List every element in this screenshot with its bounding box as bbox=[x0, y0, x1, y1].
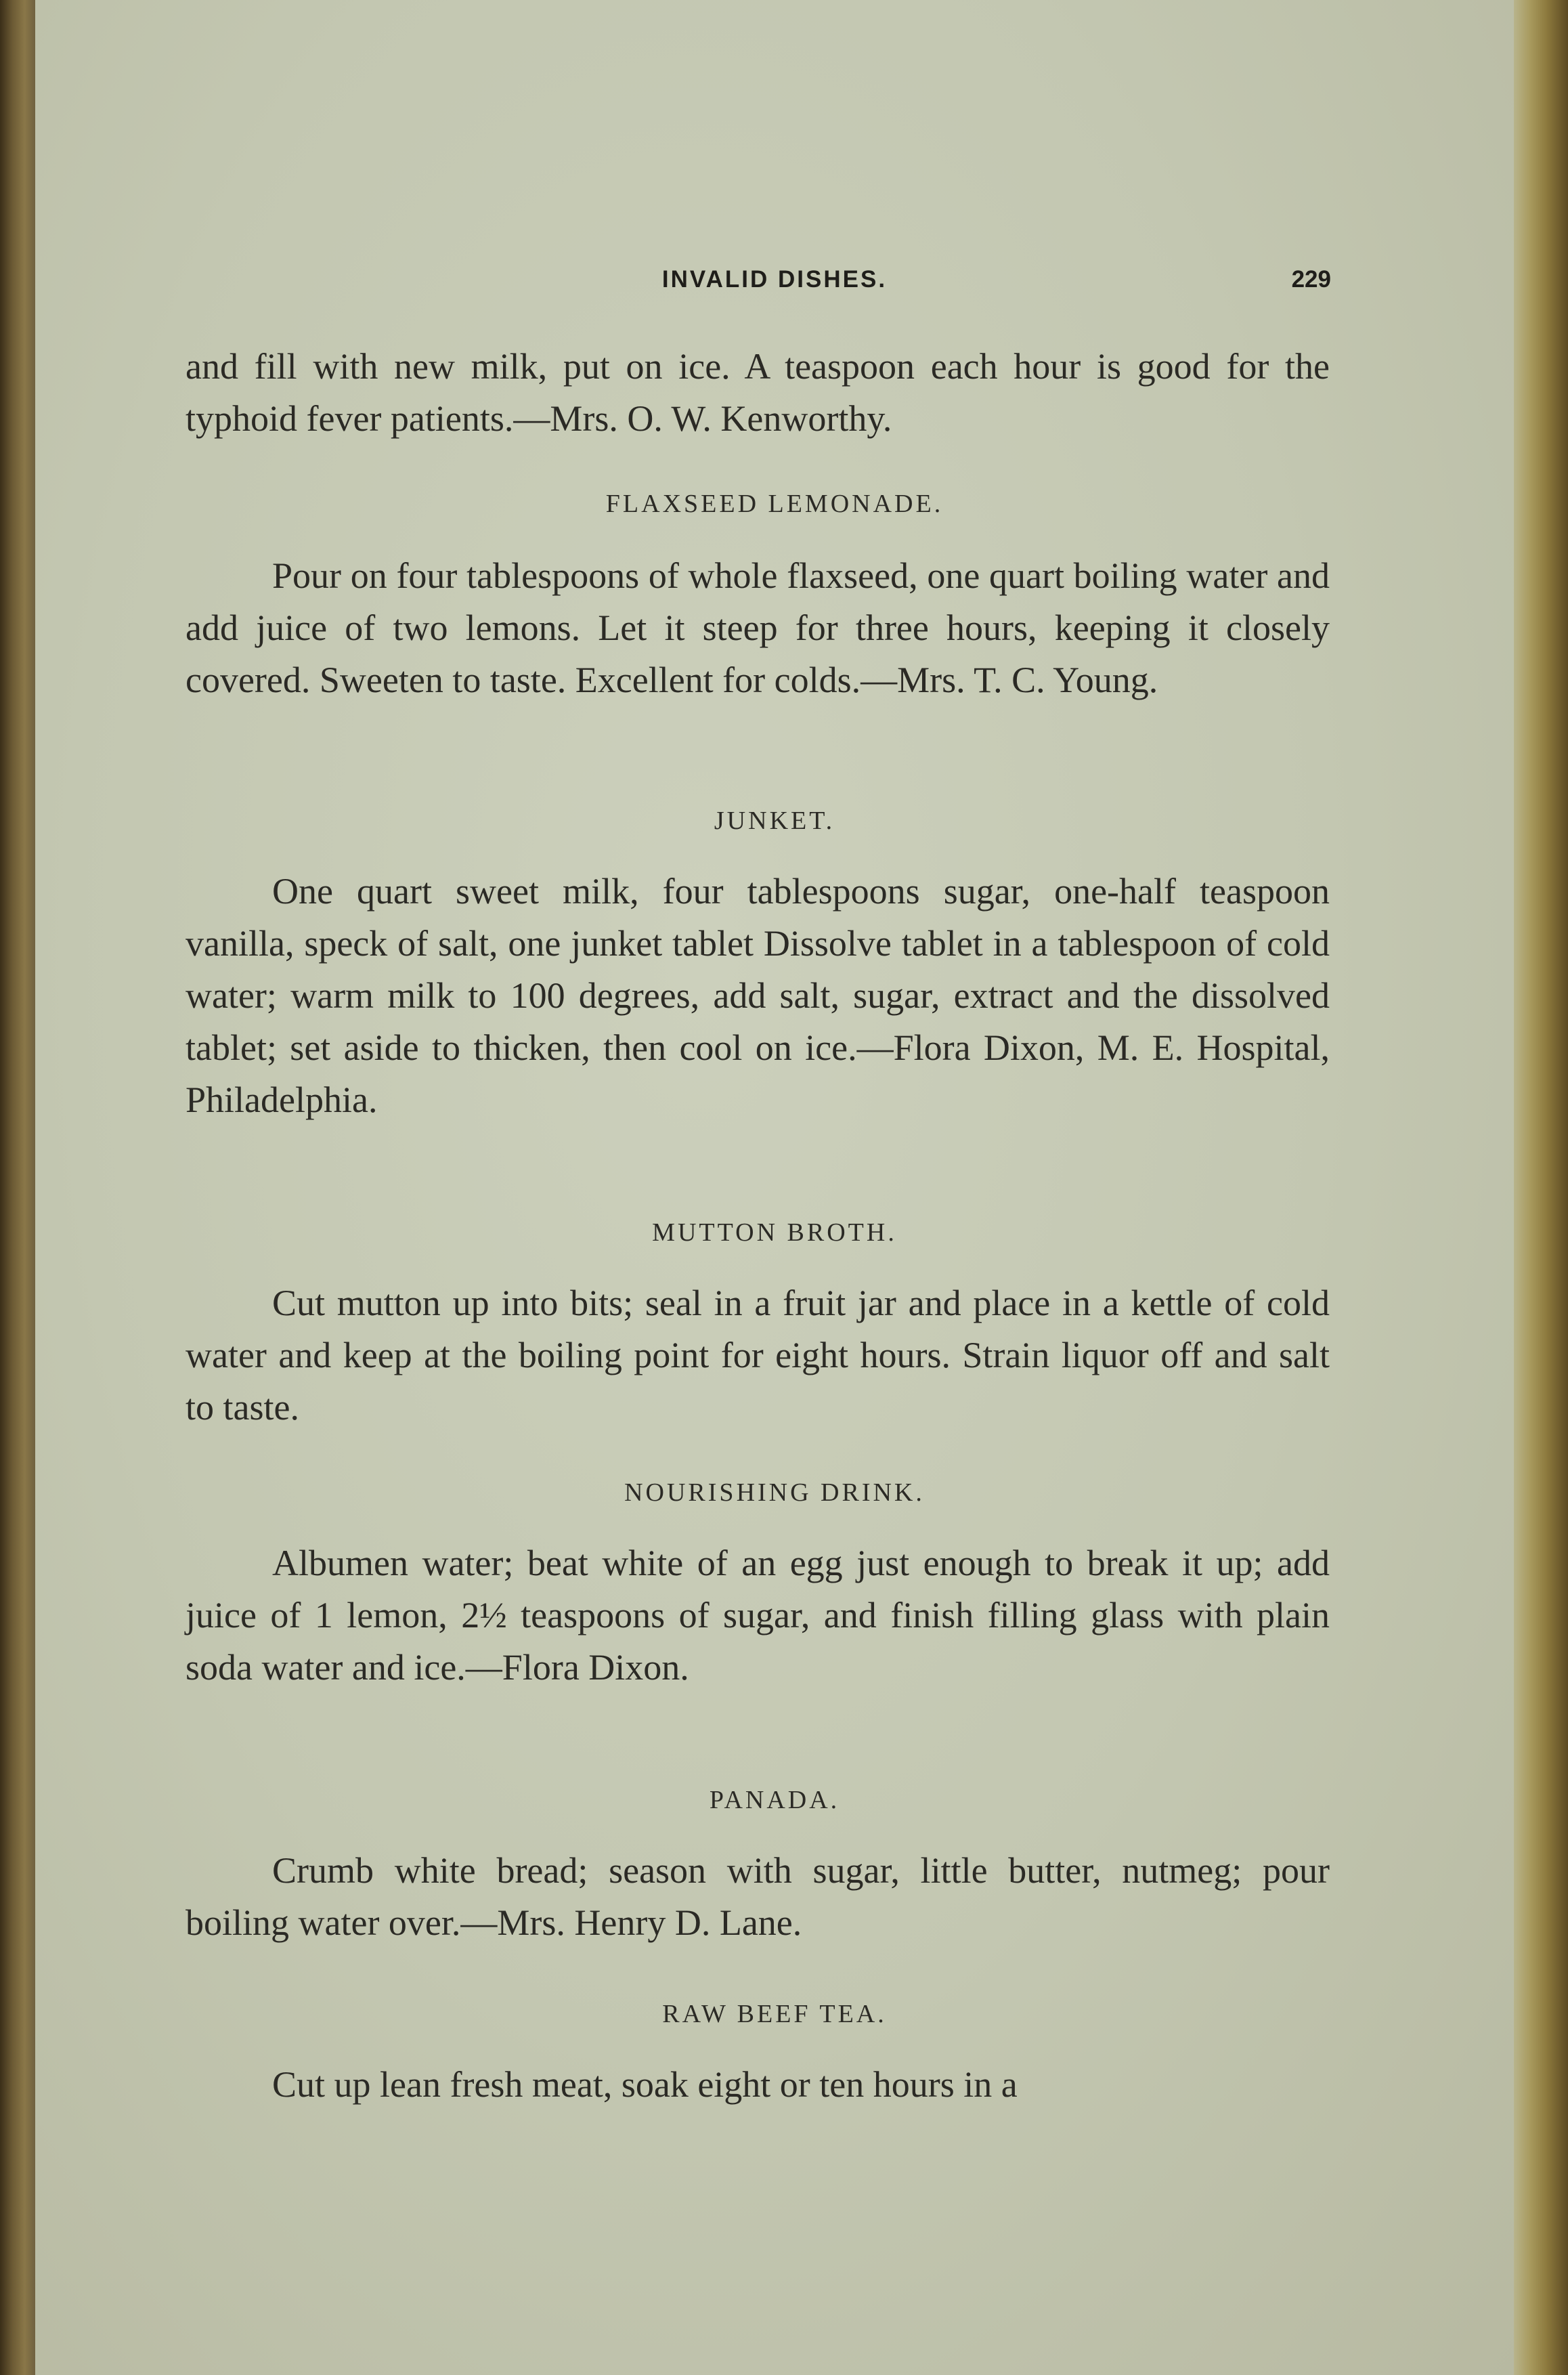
recipe-heading-flaxseed-lemonade: FLAXSEED LEMONADE. bbox=[605, 490, 944, 518]
recipe-body-panada: Crumb white bread; season with sugar, little butter, nutmeg; pour boiling water over.—Mrs. Henry D. Lane. bbox=[186, 1850, 1330, 1943]
page-number: 229 bbox=[1291, 266, 1331, 293]
recipe-heading-nourishing-drink: NOURISHING DRINK. bbox=[624, 1478, 925, 1507]
continued-paragraph: and fill with new milk, put on ice. A teaspoon each hour is good for the typhoid fever patients.—Mrs. O. W. Kenworthy. bbox=[186, 346, 1330, 439]
recipe-body-flaxseed-lemonade: Pour on four tablespoons of whole flaxseed, one quart boiling water and add juice of two lemons. Let it steep for three hours, keeping it closely covered. Sweeten to taste. Excellent for colds.—Mrs. T. C. Young. bbox=[186, 555, 1330, 700]
page-edge-right bbox=[1514, 0, 1568, 2375]
recipe-body-raw-beef-tea: Cut up lean fresh meat, soak eight or ten hours in a bbox=[272, 2064, 1018, 2105]
section-title: INVALID DISHES. bbox=[661, 266, 888, 293]
recipe-heading-junket: JUNKET. bbox=[714, 807, 835, 835]
recipe-body-nourishing-drink: Albumen water; beat white of an egg just enough to break it up; add juice of 1 lemon, 2½ teaspoons of sugar, and finish filling glass with plain soda water and ice.—Flora Dixon. bbox=[186, 1543, 1330, 1688]
running-head bbox=[35, 266, 1514, 300]
book-spine-edge bbox=[0, 0, 35, 2375]
recipe-heading-mutton-broth: MUTTON BROTH. bbox=[652, 1218, 897, 1247]
recipe-heading-panada: PANADA. bbox=[709, 1786, 840, 1814]
recipe-heading-raw-beef-tea: RAW BEEF TEA. bbox=[662, 2000, 887, 2028]
recipe-body-mutton-broth: Cut mutton up into bits; seal in a fruit jar and place in a kettle of cold water and keep at the boiling point for eight hours. Strain liquor off and salt to taste. bbox=[186, 1283, 1330, 1428]
recipe-body-junket: One quart sweet milk, four tablespoons sugar, one-half teaspoon vanilla, speck of salt, one junket tablet Dissolve tablet in a tablespoon of cold water; warm milk to 100 degrees, add salt, sugar, extract and the dissolved tablet; set aside to thicken, then cool on ice.—Flora Dixon, M. E. Hospital, Philadelphia. bbox=[186, 871, 1330, 1120]
book-page bbox=[35, 0, 1514, 2375]
